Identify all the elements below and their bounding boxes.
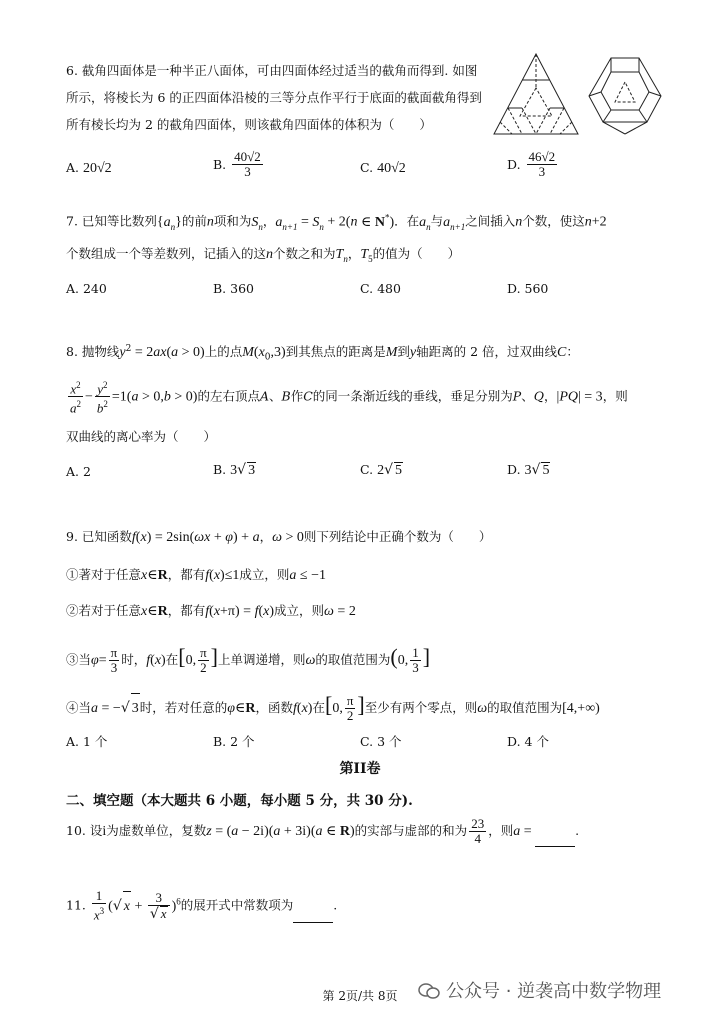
watermark-text: 公众号 · 逆袭高中数学物理 [446, 981, 662, 1002]
q8-option-a: A. 2 [66, 464, 91, 479]
q9-statement-4: ④当a = −√ 3时，若对任意的φ∈R，函数f(x)在[0, $\frac{\pi}{2}$ ]至少有两个零点，则ω的取值范围为[4,+∞) [66, 692, 600, 723]
truncated-tetrahedron-figure [583, 50, 667, 138]
q6-line-2: 所示，将棱长为 6 的正四面体沿棱的三等分点作平行于底面的截面截角得到 [66, 90, 482, 105]
q10-answer-blank [535, 834, 575, 847]
part-title: 第II卷 [339, 761, 381, 777]
q9-line-1: 9. 已知函数f(x) = 2sin(ωx + φ) + a，ω > 0则下列结论中正确个数为（ ） [66, 529, 492, 545]
q8-option-b: B. 3√ 3 [213, 462, 256, 478]
q8-line-1: 8. 抛物线$y^2 = 2ax(a > 0)$上的点$M(x_0,3)$到其焦点的距离是M到y轴距离的 2 倍，过双曲线C： [66, 344, 579, 363]
q10-line: 10. 设i为虚数单位，复数z = (a − 2i)(a + 3i)(a ∈ R)的实部与虚部的和为 $\frac{23}{4}$ ，则a = . [66, 816, 580, 846]
wechat-icon [418, 982, 440, 1000]
q8-line-3: 双曲线的离心率为（ ） [66, 429, 217, 444]
q6-option-a: A. 20√2 [66, 160, 112, 176]
q9-option-a: A. 1 个 [66, 734, 108, 749]
q8-option-d: D. 3√ 5 [507, 462, 550, 478]
q9-statement-2: ②若对于任意x∈R，都有f(x+π) = f(x)成立，则ω = 2 [66, 603, 356, 619]
q6-line-1: 6. 截角四面体是一种半正八面体，可由四面体经过适当的截角而得到. 如图 [66, 63, 478, 78]
q9-option-d: D. 4 个 [507, 734, 549, 749]
q9-statement-3: ③当φ= $\frac{\pi}{3}$ 时，f(x)在[0, $\frac{\pi}{2}$ ]上单调递增，则ω的取值范围为(0, $\frac{1}{3}$ ] [66, 644, 431, 675]
q7-option-a: A. 240 [66, 281, 107, 296]
q6-option-d-denominator: 3 [538, 164, 546, 179]
watermark [418, 977, 661, 1003]
q7-option-d: D. 560 [507, 281, 549, 296]
section-heading: 二、填空题（本大题共 6 小题，每小题 5 分，共 30 分). [66, 793, 413, 809]
q9-option-c: C. 3 个 [360, 734, 402, 749]
q11-line: 11. $\frac{1}{x^3}$ (√ x + $\frac{3}{√ x}$ )$^6$的展开式中常数项为 . [66, 888, 338, 923]
q6-option-d: D. $\frac{46√2}{3}$ [507, 149, 556, 179]
q6-line-3: 所有棱长均为 2 的截角四面体，则该截角四面体的体积为（ ） [66, 117, 432, 132]
page-footer: 第 2页/共 8页 [322, 989, 398, 1003]
q6-option-b-numerator: 40√2 [234, 149, 261, 164]
q7-line-1: 7. 已知等比数列$\{a_n\}$的前n项和为$S_n$，$a_{n+1} = S_n + 2(n$ ∈ N*)．在$a_n$与$a_{n+1}$之间插入n个数，使这n+2 [66, 212, 607, 232]
q6-option-d-numerator: 46√2 [528, 149, 556, 164]
q6-option-c: C. 40√2 [360, 160, 406, 176]
q8-line-2: $\frac{x^2}{a^2}$ − $\frac{y^2}{b^2}$ =1(a > 0,b > 0)的左右顶点A、B作C的同一条渐近线的垂线，垂足分别为P、Q，|PQ| = 3，则 [70, 380, 628, 416]
q7-option-b: B. 360 [213, 281, 254, 296]
q9-statement-1: ①著对于任意x∈R，都有f(x)≤1成立，则a ≤ −1 [66, 567, 326, 583]
q7-option-c: C. 480 [360, 281, 401, 296]
q6-option-b: B. $\frac{40√2}{3}$ [213, 149, 261, 179]
q7-line-2: 个数组成一个等差数列，记插入的这n个数之和为$T_n$，$T_5$的值为（ ） [66, 246, 461, 264]
q6-option-a-value: 20√2 [83, 161, 112, 176]
q8-option-c: C. 2√ 5 [360, 462, 402, 478]
q9-option-b: B. 2 个 [213, 734, 255, 749]
q11-answer-blank [293, 910, 333, 923]
tetrahedron-figure [490, 50, 582, 140]
q6-option-c-value: 40√2 [377, 161, 406, 176]
q6-option-b-denominator: 3 [244, 164, 251, 179]
